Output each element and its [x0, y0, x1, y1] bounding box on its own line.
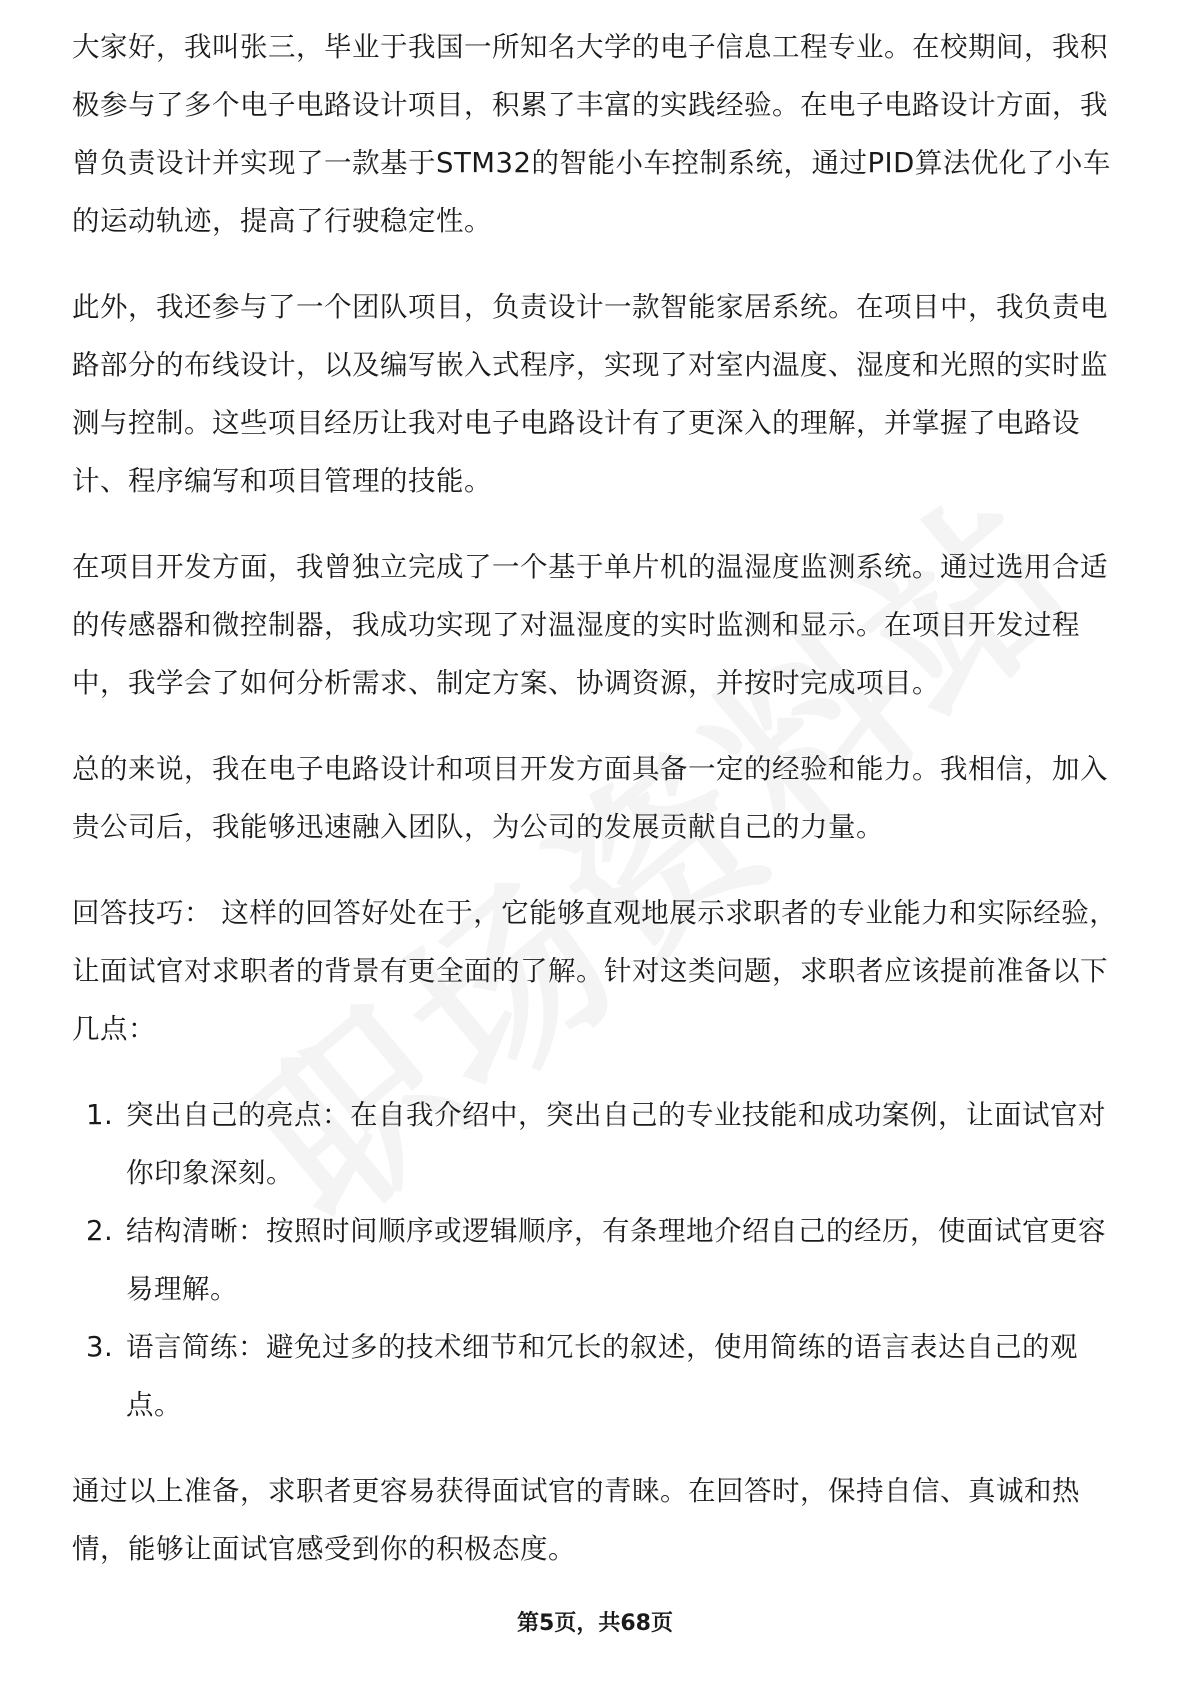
paragraph-team-project: 此外，我还参与了一个团队项目，负责设计一款智能家居系统。在项目中，我负责电路部分的布线设计，以及编写嵌入式程序，实现了对室内温度、湿度和光照的实时监测与控制。这些项目经历让我对电子电路设计有了更深入的理解，并掌握了电路设计、程序编写和项目管理的技能。 [72, 291, 1108, 497]
paragraph-answer-tips: 回答技巧： 这样的回答好处在于，它能够直观地展示求职者的专业能力和实际经验，让面试官对求职者的背景有更全面的了解。针对这类问题，求职者应该提前准备以下几点： [72, 897, 1118, 1045]
paragraph-intro: 大家好，我叫张三，毕业于我国一所知名大学的电子信息工程专业。在校期间，我积极参与了多个电子电路设计项目，积累了丰富的实践经验。在电子电路设计方面，我曾负责设计并实现了一款基于STM32的智能小车控制系统，通过PID算法优化了小车的运动轨迹，提高了行驶稳定性。 [72, 31, 1111, 237]
paragraph-conclusion: 通过以上准备，求职者更容易获得面试官的青睐。在回答时，保持自信、真诚和热情，能够让面试官感受到你的积极态度。 [72, 1475, 1080, 1565]
list-number: 1. [86, 1099, 114, 1131]
page-number: 第5页，共68页 [517, 1611, 673, 1636]
list-number: 2. [86, 1215, 114, 1247]
list-item [72, 1318, 1120, 1434]
document-body [72, 18, 1120, 1606]
list-item [72, 1086, 1120, 1202]
list-text: 结构清晰：按照时间顺序或逻辑顺序，有条理地介绍自己的经历，使面试官更容易理解。 [126, 1215, 1106, 1305]
tips-list [72, 1086, 1120, 1434]
paragraph-project-dev: 在项目开发方面，我曾独立完成了一个基于单片机的温湿度监测系统。通过选用合适的传感器和微控制器，我成功实现了对温湿度的实时监测和显示。在项目开发过程中，我学会了如何分析需求、制定方案、协调资源，并按时完成项目。 [72, 551, 1108, 699]
list-text: 突出自己的亮点：在自我介绍中，突出自己的专业技能和成功案例，让面试官对你印象深刻。 [126, 1099, 1106, 1189]
list-number: 3. [86, 1331, 114, 1363]
list-item [72, 1202, 1120, 1318]
paragraph-summary: 总的来说，我在电子电路设计和项目开发方面具备一定的经验和能力。我相信，加入贵公司后，我能够迅速融入团队，为公司的发展贡献自己的力量。 [72, 753, 1108, 843]
list-text: 语言简练：避免过多的技术细节和冗长的叙述，使用简练的语言表达自己的观点。 [126, 1331, 1078, 1421]
